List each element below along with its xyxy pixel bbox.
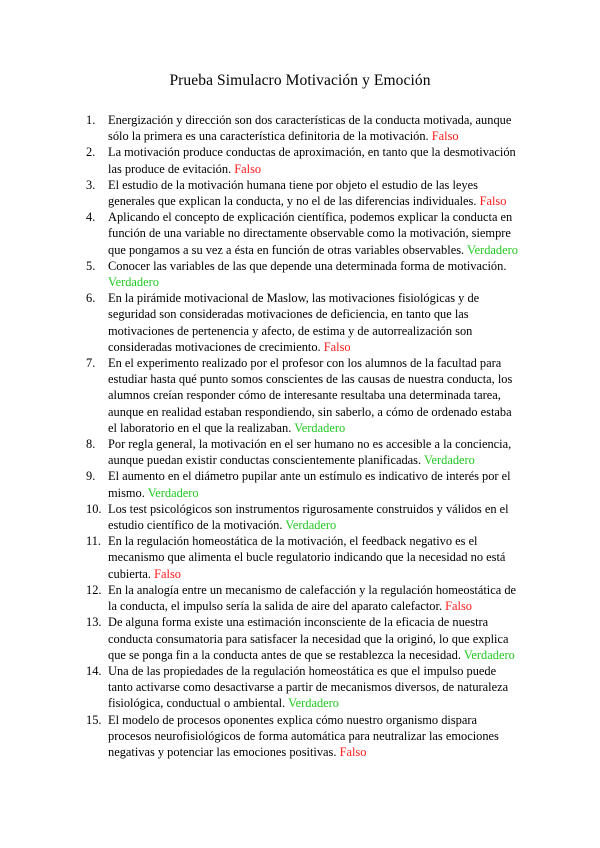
page-title: Prueba Simulacro Motivación y Emoción: [169, 72, 431, 89]
question-number: 12.: [86, 582, 102, 597]
question-text: Aplicando el concepto de explicación científica, podemos explicar la conducta en función de una variable no directamente observable como la motivación, siempre que pongamos a su vez a ésta en función de otras variables observables.: [108, 210, 513, 257]
question-number: 1.: [86, 113, 96, 127]
answer-false-label: Falso: [323, 339, 351, 354]
answer-true-label: Verdadero: [285, 518, 337, 533]
answer-false-label: Falso: [445, 599, 473, 614]
answer-true-label: Verdadero: [463, 647, 515, 662]
answer-false-label: Falso: [431, 129, 459, 144]
question-item: [86, 209, 520, 258]
question-text: De alguna forma existe una estimación inconsciente de la eficacia de nuestra conducta consumatoria para satisfacer la necesidad que la originó, lo que explica que se ponga fin a la conducta antes de que se restablezca la necesidad.: [108, 615, 509, 662]
question-item: [86, 614, 520, 663]
question-item: [86, 533, 520, 582]
question-text: La motivación produce conductas de aproximación, en tanto que la desmotivación las produce de evitación.: [108, 145, 516, 176]
question-item: [86, 144, 520, 176]
question-text: En el experimento realizado por el profesor con los alumnos de la facultad para estudiar hasta qué punto somos conscientes de las causas de nuestra conducta, los alumnos creían responder cómo de interesante resultaba una determinada tarea, aunque en realidad estaban respondiendo, sin saberlo, a cómo de ordenado estaba el laboratorio en el que la realizaban.: [108, 356, 513, 435]
question-item: [86, 501, 520, 533]
answer-true-label: Verdadero: [294, 420, 346, 435]
question-item: [86, 177, 520, 209]
answer-false-label: Falso: [339, 744, 367, 759]
question-text: El aumento en el diámetro pupilar ante un estímulo es indicativo de interés por el mismo.: [108, 469, 511, 500]
answer-true-label: Verdadero: [423, 453, 475, 468]
question-text: El estudio de la motivación humana tiene por objeto el estudio de las leyes generales que explican la conducta, y no el de las diferencias individuales.: [108, 177, 478, 209]
question-item: [86, 290, 520, 355]
answer-false-label: Falso: [234, 161, 262, 176]
question-number: 5.: [86, 258, 96, 273]
question-item: [86, 355, 520, 436]
question-list: [86, 112, 520, 760]
question-number: 14.: [86, 663, 102, 678]
answer-false-label: Falso: [479, 194, 507, 209]
question-number: 10.: [86, 501, 102, 516]
question-number: 13.: [86, 615, 102, 630]
answer-true-label: Verdadero: [147, 485, 199, 500]
question-text: El modelo de procesos oponentes explica cómo nuestro organismo dispara procesos neurofisiológicos de forma automática para neutralizar las emociones negativas y potenciar las emociones positivas.: [108, 712, 499, 759]
question-text: Una de las propiedades de la regulación homeostática es que el impulso puede tanto activarse como desactivarse a partir de mecanismos diversos, de naturaleza fisiológica, conductual o ambiental.: [108, 663, 509, 711]
question-number: 8.: [86, 437, 96, 452]
question-number: 2.: [86, 145, 96, 160]
question-text: Energización y dirección son dos características de la conducta motivada, aunque sólo la primera es una característica definitoria de la motivación.: [108, 113, 512, 144]
question-number: 6.: [86, 291, 96, 306]
question-item: [86, 258, 520, 290]
question-text: Conocer las variables de las que depende una determinada forma de motivación.: [108, 258, 507, 273]
question-number: 15.: [86, 712, 102, 727]
answer-true-label: Verdadero: [288, 696, 339, 711]
question-number: 3.: [86, 177, 96, 192]
question-number: 7.: [86, 356, 96, 371]
answer-false-label: Falso: [154, 566, 181, 581]
question-item: [86, 112, 520, 144]
question-text: Los test psicológicos son instrumentos rigurosamente construidos y válidos en el estudio científico de la motivación.: [108, 501, 509, 533]
question-number: 9.: [86, 469, 96, 484]
question-item: [86, 436, 520, 468]
question-item: [86, 468, 520, 500]
question-text: Por regla general, la motivación en el ser humano no es accesible a la conciencia, aunque puedan existir conductas conscientemente planificadas.: [108, 437, 512, 468]
question-text: En la regulación homeostática de la motivación, el feedback negativo es el mecanismo que alimenta el bucle regulatorio indicando que la necesidad no está cubierta.: [108, 534, 506, 581]
question-number: 11.: [86, 534, 102, 549]
question-text: En la pirámide motivacional de Maslow, las motivaciones fisiológicas y de seguridad son consideradas motivaciones de deficiencia, en tanto que las motivaciones de pertenencia y afecto, de estima y de autorrealización son consideradas motivaciones de crecimiento.: [108, 291, 480, 354]
answer-true-label: Verdadero: [467, 242, 518, 257]
question-item: [86, 712, 520, 761]
question-item: [86, 663, 520, 712]
answer-true-label: Verdadero: [108, 275, 159, 290]
question-text: En la analogía entre un mecanismo de calefacción y la regulación homeostática de la conducta, el impulso sería la salida de aire del aparato calefactor.: [108, 582, 517, 614]
question-item: [86, 582, 520, 614]
question-number: 4.: [86, 210, 96, 225]
